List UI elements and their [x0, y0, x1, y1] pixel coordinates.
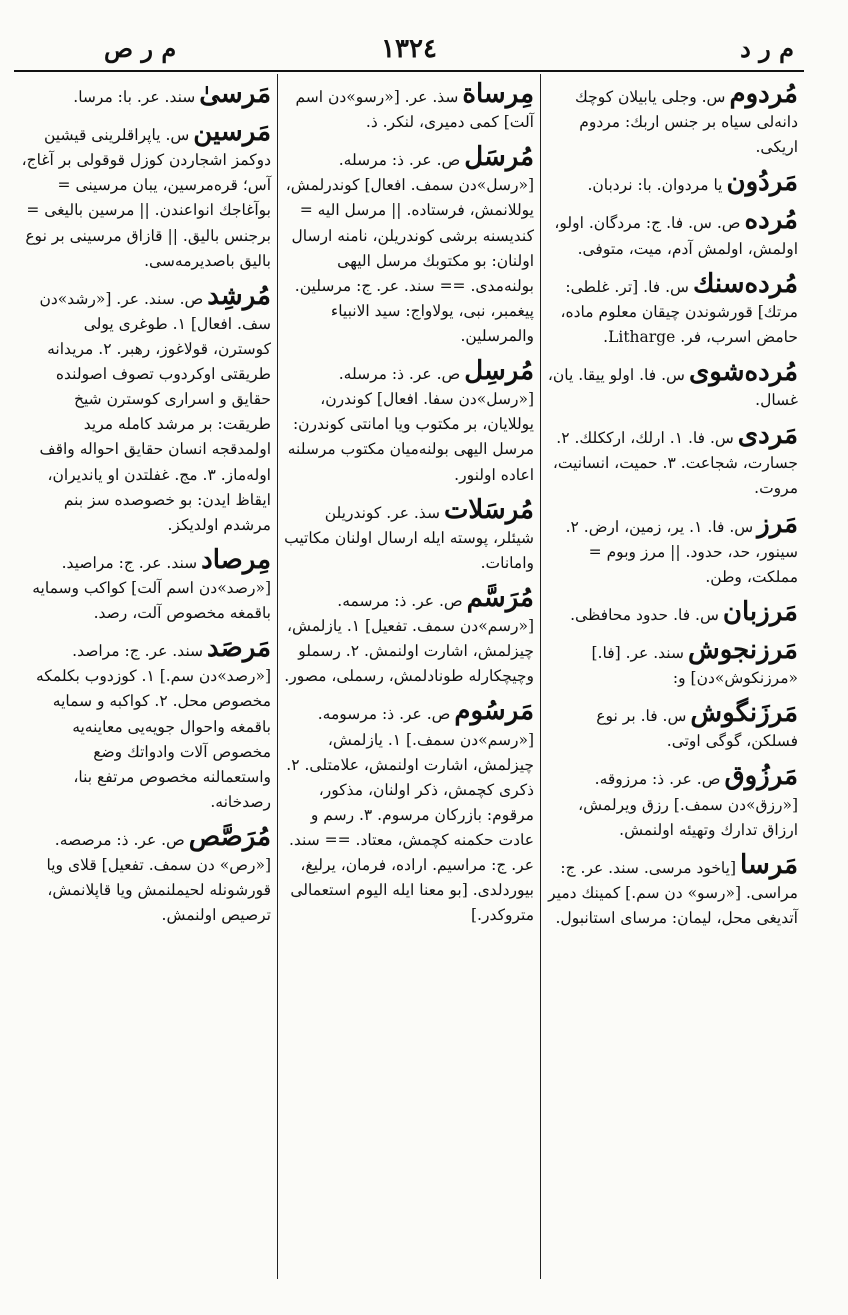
- entry-headword: مَرسُوم: [454, 696, 534, 727]
- dictionary-entry: [284, 80, 534, 135]
- entry-headword: مُرسَلات: [443, 494, 534, 525]
- entry-definition: ص. عر. ذ: مرزوقه. [«رزق»دن سمف.] رزق ویرلمش، ارزاق تدارك وتهیئه اولنمش.: [578, 770, 798, 839]
- entry-headword: مَردی: [737, 420, 798, 451]
- entry-headword: مَرسیٰ: [199, 79, 271, 109]
- dictionary-entry: [21, 823, 271, 928]
- dictionary-entry: [284, 584, 534, 689]
- dictionary-entry: [284, 496, 534, 576]
- dictionary-entry: [547, 206, 798, 261]
- entry-headword: مُرَسَّم: [466, 582, 534, 613]
- column-middle: [278, 74, 541, 1279]
- entry-definition: س. فا. حدود محافظی.: [570, 605, 719, 624]
- entry-definition: ص. سند. عر. [«رشد»دن سف. افعال] ١. طوغری یولی کوسترن، قولاغوز، رهبر. ٢. مریدانه طریقتی اوکردوب تصوف اصولنده حقایق و اسراری کوسترن شیخ طریقت: بر مرشد کامله مرید اولمدقجه انسان حقایق احواله واقف اوله‌ماز. ٣. مج. غفلتدن او یاندیران، ایقاظ ایدن: بو خصوصده سز بنم مرشدم اولدیکز.: [39, 289, 271, 534]
- dictionary-entry: [547, 762, 798, 842]
- entry-headword: مُرده‌شوی: [688, 356, 798, 387]
- entry-definition: س. یاپراقلرینی قیشین دوکمز اشجاردن کوزل قوقولی بر آغاج، آس؛ قره‌مرسین، یبان مرسینی = بوآغاجك انواعندن. || مرسین بالیغی = برجنس بالیق. || قازاق مرسینی بر نوع بالیق باصدیرمه‌سی.: [21, 126, 271, 270]
- dictionary-entry: [21, 546, 271, 626]
- header-letters-left: م ر ص: [104, 34, 177, 63]
- running-header: [14, 30, 804, 70]
- entry-definition: ص. عر. ذ: مرسله. [«رسل»دن سمف. افعال] کوندرلمش، یوللانمش، فرستاده. || مرسل الیه = کندیسنه برشی کوندریلن، نامنه ارسال اولنان: بو مکتوبك مرسل الیهی بولنه‌مدی. == سند. عر. ج: مرسلین. پیغمبر، نبی، یولاواج: سید الانبیاء والمرسلین.: [285, 151, 534, 345]
- header-rule: [14, 70, 804, 72]
- page-number: ١٣٢٤: [381, 34, 437, 64]
- dictionary-entry: [284, 143, 534, 349]
- dictionary-entry: [284, 357, 534, 488]
- dictionary-entry: [547, 636, 798, 691]
- entry-definition: یا مردوان. با: نردبان.: [587, 176, 723, 195]
- entry-definition: سند. عر. ج: مراصید. [«رصد»دن اسم آلت] کواکب وسمایه باقمغه مخصوص آلت، رصد.: [32, 553, 271, 623]
- entry-definition: سند. عر. با: مرسا.: [73, 88, 196, 106]
- dictionary-entry: [547, 421, 798, 501]
- dictionary-entry: [284, 697, 534, 928]
- dictionary-entry: [547, 80, 798, 160]
- dictionary-entry: [547, 510, 798, 590]
- entry-definition: سند. عر. [فا.] «مرزنکوش»دن] و:: [591, 643, 798, 688]
- dictionary-entry: [21, 80, 271, 110]
- entry-definition: ص. عر. ذ: مرسمه. [«رسم»دن سمف. تفعیل] ١. یازلمش، چیزلمش، اشارت اولنمش. ٢. رسملو وچیچکارله طونادلمش، رسملی، مصور.: [284, 591, 534, 686]
- entry-headword: مُرسَل: [464, 142, 534, 173]
- entry-headword: مَرز: [757, 508, 798, 539]
- entry-definition: سند. عر. ج: مراصد. [«رصد»دن سم.] ١. کوزدوب بکلمکه مخصوص محل. ٢. کواکبه و سمایه باقمغه واحوال جویه‌یی معاینه‌یه مخصوص آلات وادواتك وضع واستعمالنه مخصوص مرتفع بنا، رصدخانه.: [35, 642, 271, 811]
- entry-definition: س. فا. ١. ارلك، ارککلك. ٢. جسارت، شجاعت. ٣. حمیت، انسانیت، مروت.: [552, 429, 798, 498]
- entry-headword: مِرساة: [462, 79, 534, 109]
- dictionary-entry: [21, 634, 271, 815]
- entry-definition: سذ. عر. [«رسو»دن اسم آلت] کمی دمیری، لنکر. ذ.: [295, 88, 534, 132]
- entry-headword: مُرشِد: [207, 280, 271, 311]
- dictionary-columns: [14, 74, 804, 1279]
- dictionary-entry: [547, 358, 798, 413]
- entry-definition: ص. عر. ذ: مرصصه. [«رص» دن سمف. تفعیل] قلای ویا قورشونله لحیملنمش ویا قاپلانمش، ترصیص اولنمش.: [46, 830, 271, 925]
- dictionary-entry: [21, 118, 271, 274]
- entry-headword: مَرسا: [740, 849, 798, 880]
- entry-headword: مُرَصَّص: [188, 821, 271, 852]
- entry-definition: س. وجلی یابیلان کوچك دانه‌لی سیاه بر جنس اربك: مردوم اریکی.: [575, 88, 798, 157]
- entry-headword: مَرزبان: [722, 596, 798, 627]
- entry-definition: ص. عر. ذ: مرسومه. [«رسم»دن سمف.] ١. یازلمش، چیزلمش، اشارت اولنمش، علامتلی. ٢. ذکری کچمش، ذکر اولنان، مذکور، مرقوم: بازرکان مرسوم. ٣. رسم و عادت حکمنه کچمش، معتاد. == سند. عر. ج: مراسیم. اراده، فرمان، یرلیغ، بیوردلدی. [بو معنا ایله الیوم استعمالی متروکدر.]: [286, 705, 534, 925]
- column-left: [15, 74, 278, 1279]
- entry-headword: مُردوم: [729, 79, 798, 109]
- entry-definition: [یاخود مرسی. سند. عر. ج: مراسی. [«رسو» دن سم.] کمینك دمیر آتدیغی محل، لیمان: مرسای استانبول.: [548, 858, 798, 927]
- entry-definition: ص. س. فا. ج: مردگان. اولو، اولمش، اولمش آدم، میت، متوفی.: [554, 214, 798, 258]
- entry-headword: مَرزَنگوش: [690, 698, 798, 729]
- entry-headword: مَرصَد: [207, 633, 271, 664]
- entry-definition: س. فا. [تر. غلطی: مرتك] قورشوندن چیقان معلوم ماده، حامض اسرب، فر. Litharge.: [560, 277, 798, 346]
- entry-definition: س. فا. بر نوع فسلکن، گوگی اوتی.: [596, 707, 798, 751]
- dictionary-entry: [547, 699, 798, 754]
- entry-headword: مُرسِل: [464, 356, 534, 387]
- entry-headword: مَرزُوق: [724, 761, 798, 792]
- entry-headword: مَرسین: [193, 117, 271, 148]
- entry-headword: مِرصاد: [201, 544, 271, 575]
- column-right: [541, 74, 804, 1279]
- entry-definition: س. فا. اولو ییقا. یان، غسال.: [547, 365, 798, 410]
- dictionary-entry: [547, 851, 798, 931]
- entry-headword: مُرده‌سنك: [692, 268, 798, 299]
- entry-definition: سذ. عر. کوندریلن شیئلر، پوسته ایله ارسال اولنان مکاتیب وامانات.: [284, 503, 534, 572]
- entry-definition: س. فا. ١. یر، زمین، ارض. ٢. سینور، حد، حدود. || مرز وبوم = مملکت، وطن.: [565, 517, 798, 586]
- dictionary-entry: [21, 282, 271, 538]
- entry-definition: ص. عر. ذ: مرسله. [«رسل»دن سفا. افعال] کوندرن، یوللایان، بر مکتوب ویا امانتی کوندرن: مرسل الیهی بولنه‌میان مکتوب مرسلنه اعاده اولنور.: [287, 365, 534, 484]
- dictionary-entry: [547, 168, 798, 198]
- dictionary-entry: [547, 270, 798, 350]
- entry-headword: مَرزنجوش: [687, 634, 798, 665]
- header-letters-right: م ر د: [740, 34, 794, 63]
- dictionary-entry: [547, 598, 798, 628]
- entry-headword: مَردُون: [726, 167, 798, 198]
- entry-headword: مُرده: [744, 205, 798, 236]
